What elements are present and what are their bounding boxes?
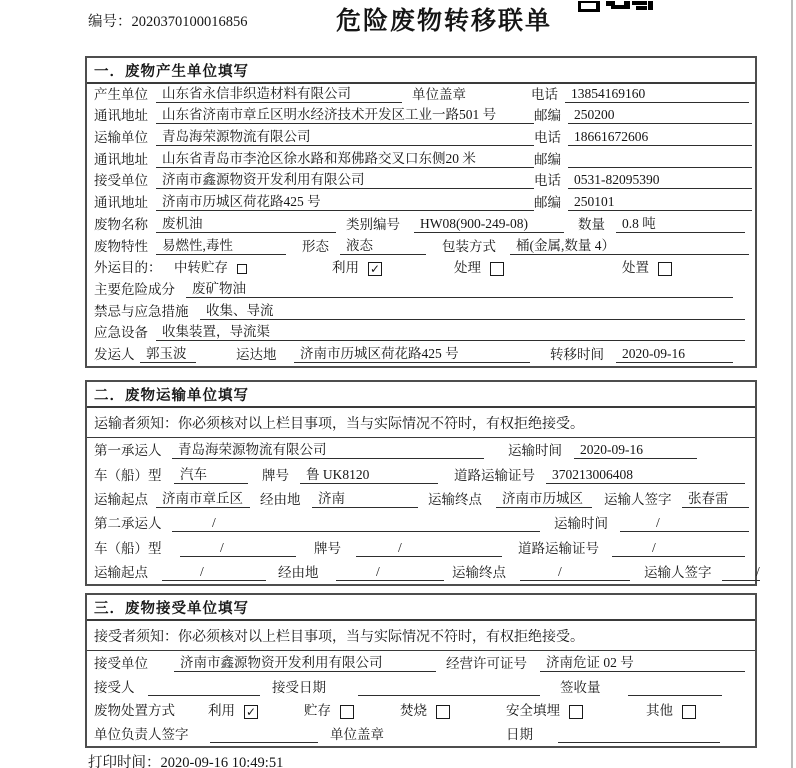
receive-date-label: 接受日期 bbox=[272, 679, 326, 695]
plate-label: 牌号 bbox=[314, 540, 341, 556]
row-produce-unit bbox=[87, 84, 755, 106]
disposal-option-store bbox=[304, 703, 400, 719]
row-route1 bbox=[87, 487, 755, 511]
vehicle-type2-value: / bbox=[180, 540, 296, 557]
row-taboo-measures bbox=[87, 301, 755, 323]
form-label: 形态 bbox=[302, 238, 329, 254]
row-vehicle2 bbox=[87, 535, 755, 559]
receive-unit-label: 接受单位 bbox=[94, 655, 148, 671]
via2-value: / bbox=[336, 564, 444, 581]
checkbox-unchecked-icon bbox=[682, 705, 696, 719]
sign-quantity-label: 签收量 bbox=[560, 679, 601, 695]
disposal-option-label: 焚烧 bbox=[400, 703, 427, 719]
transport-address-value: 山东省青岛市李沧区徐水路和郑佛路交叉口东侧20 米 bbox=[156, 151, 534, 168]
row-head-signature bbox=[87, 722, 755, 746]
carrier1-label: 第一承运人 bbox=[94, 443, 162, 459]
row-receiver-person bbox=[87, 675, 755, 699]
carrier1-value: 青岛海荣源物流有限公司 bbox=[172, 442, 484, 459]
produce-zip-value: 250200 bbox=[568, 107, 752, 124]
row-shipper bbox=[87, 344, 755, 366]
transport-unit-label: 运输单位 bbox=[94, 130, 148, 146]
transport-phone-group bbox=[534, 129, 752, 146]
end-label: 运输终点 bbox=[452, 564, 506, 580]
disposal-option-burn bbox=[400, 703, 506, 719]
transport-time-label: 运输时间 bbox=[508, 443, 562, 459]
produce-phone-group bbox=[531, 86, 749, 103]
category-value: HW08(900-249-08) bbox=[414, 216, 564, 233]
phone-label: 电话 bbox=[534, 173, 561, 189]
receive-unit-value: 济南市鑫源物资开发利用有限公司 bbox=[174, 655, 436, 672]
transport-unit-value: 青岛海荣源物流有限公司 bbox=[156, 129, 534, 146]
receiver-notice: 接受者须知：你必须核对以上栏目事项，当与实际情况不符时，有权拒绝接受。 bbox=[87, 621, 755, 651]
transport-zip-value bbox=[568, 151, 752, 168]
purpose-option-treat bbox=[454, 260, 622, 276]
row-carrier1 bbox=[87, 438, 755, 462]
waste-character-label: 废物特性 bbox=[94, 238, 148, 254]
plate2-value: / bbox=[356, 540, 502, 557]
transport-phone-value: 18661672606 bbox=[568, 129, 752, 146]
purpose-option-storage bbox=[174, 260, 332, 276]
row-waste-character bbox=[87, 236, 755, 258]
end-label: 运输终点 bbox=[428, 491, 482, 507]
disposal-option-label: 贮存 bbox=[304, 703, 331, 719]
transport-time2-value: / bbox=[620, 515, 749, 532]
disposal-option-use bbox=[208, 703, 304, 719]
quantity-label: 数量 bbox=[578, 216, 605, 232]
unit-seal-label: 单位盖章 bbox=[330, 727, 384, 742]
section-receiver bbox=[85, 593, 757, 748]
equipment-label: 应急设备 bbox=[94, 325, 148, 341]
vehicle-type1-value: 汽车 bbox=[174, 467, 248, 484]
road-permit-label: 道路运输证号 bbox=[518, 540, 599, 556]
row-hazard-component bbox=[87, 279, 755, 301]
qr-code-fragment-icon bbox=[578, 0, 654, 16]
phone-label: 电话 bbox=[534, 130, 561, 146]
section-producer-header: 一．废物产生单位填写 bbox=[87, 58, 755, 84]
plate1-value: 鲁 UK8120 bbox=[300, 467, 438, 484]
receive-zip-group bbox=[534, 194, 752, 211]
transporter-notice: 运输者须知：你必须核对以上栏目事项，当与实际情况不符时，有权拒绝接受。 bbox=[87, 408, 755, 438]
waste-name-label: 废物名称 bbox=[94, 216, 148, 232]
disposal-option-label: 其他 bbox=[646, 703, 673, 719]
hazard-label: 主要危险成分 bbox=[94, 281, 175, 297]
receive-phone-group bbox=[534, 172, 752, 189]
via1-value: 济南 bbox=[312, 491, 418, 508]
form-value: 液态 bbox=[340, 238, 426, 255]
transfer-time-value: 2020-09-16 bbox=[616, 346, 733, 363]
section-transporter bbox=[85, 380, 760, 586]
row-emergency-equipment bbox=[87, 323, 755, 345]
section-transporter-header: 二．废物运输单位填写 bbox=[87, 382, 755, 408]
checkbox-unchecked-icon bbox=[569, 705, 583, 719]
row-receive-unit bbox=[87, 171, 755, 193]
row-route2 bbox=[87, 560, 760, 584]
row-receive-address bbox=[87, 192, 755, 214]
plate-label: 牌号 bbox=[262, 467, 289, 483]
purpose-option-label: 处置 bbox=[622, 260, 649, 276]
head-sign-label: 单位负责人签字 bbox=[94, 727, 189, 742]
shipper-value: 郭玉波 bbox=[140, 346, 196, 363]
disposal-option-landfill bbox=[506, 703, 646, 719]
carrier-sign-label: 运输人签字 bbox=[644, 564, 712, 580]
date-label: 日期 bbox=[506, 727, 533, 742]
road-permit-label: 道路运输证号 bbox=[454, 467, 535, 483]
row-produce-address bbox=[87, 106, 755, 128]
receiver-label: 接受人 bbox=[94, 679, 135, 695]
receive-date-value bbox=[358, 679, 540, 696]
row-transport-address bbox=[87, 149, 755, 171]
unit-seal-label: 单位盖章 bbox=[412, 86, 466, 102]
print-time-line bbox=[88, 751, 283, 768]
receive-zip-value: 250101 bbox=[568, 194, 752, 211]
disposal-option-label: 利用 bbox=[208, 703, 235, 719]
transfer-time-label: 转移时间 bbox=[550, 346, 604, 362]
waste-name-value: 废机油 bbox=[156, 216, 336, 233]
receive-address-value: 济南市历城区荷花路425 号 bbox=[156, 194, 534, 211]
produce-unit-value: 山东省永信非织造材料有限公司 bbox=[156, 86, 402, 103]
disposal-option-other bbox=[646, 703, 696, 719]
carrier-sign2-value: / bbox=[722, 564, 760, 581]
origin2-value: / bbox=[162, 564, 266, 581]
zip-label: 邮编 bbox=[534, 195, 561, 211]
hazard-value: 废矿物油 bbox=[186, 281, 733, 298]
section-transporter-rows bbox=[87, 438, 760, 584]
row-disposal-method bbox=[87, 699, 755, 723]
date-value bbox=[558, 726, 720, 743]
origin-label: 运输起点 bbox=[94, 491, 148, 507]
disposal-option-label: 安全填埋 bbox=[506, 703, 560, 719]
taboo-label: 禁忌与应急措施 bbox=[94, 303, 189, 319]
serial-label: 编号： bbox=[88, 14, 132, 30]
equipment-value: 收集装置，导流渠 bbox=[156, 324, 745, 341]
receive-unit-label: 接受单位 bbox=[94, 173, 148, 189]
checkbox-checked-icon: ✓ bbox=[369, 262, 381, 277]
address-label: 通讯地址 bbox=[94, 195, 148, 211]
via-label: 经由地 bbox=[278, 564, 319, 580]
vehicle-type-label: 车（船）型 bbox=[94, 467, 162, 483]
section-producer-rows bbox=[87, 84, 755, 366]
zip-label: 邮编 bbox=[534, 151, 561, 167]
address-label: 通讯地址 bbox=[94, 151, 148, 167]
print-time-label: 打印时间： bbox=[88, 755, 161, 768]
carrier2-value: / bbox=[172, 515, 540, 532]
destination-label: 运达地 bbox=[236, 346, 277, 362]
address-label: 通讯地址 bbox=[94, 108, 148, 124]
checkbox-checked-icon: ✓ bbox=[245, 705, 257, 720]
section-receiver-rows bbox=[87, 651, 755, 746]
produce-address-value: 山东省济南市章丘区明水经济技术开发区工业一路501 号 bbox=[156, 107, 534, 124]
print-time-value: 2020-09-16 10:49:51 bbox=[160, 755, 284, 768]
purpose-option-label: 处理 bbox=[454, 260, 481, 276]
quantity-value: 0.8 吨 bbox=[616, 216, 745, 233]
phone-label: 电话 bbox=[531, 86, 558, 102]
row-transport-unit bbox=[87, 127, 755, 149]
produce-unit-label: 产生单位 bbox=[94, 86, 148, 102]
receiver-value bbox=[148, 679, 260, 696]
pack-value: 桶(金属,数量 4） bbox=[510, 238, 749, 255]
origin1-value: 济南市章丘区 bbox=[156, 491, 250, 508]
carrier2-label: 第二承运人 bbox=[94, 516, 162, 532]
waste-character-value: 易燃性,毒性 bbox=[156, 238, 286, 255]
category-label: 类别编号 bbox=[346, 216, 400, 232]
checkbox-unchecked-icon bbox=[436, 705, 450, 719]
produce-zip-group bbox=[534, 107, 752, 124]
head-sign-value bbox=[210, 726, 318, 743]
disposal-method-label: 废物处置方式 bbox=[94, 703, 175, 719]
business-permit-value: 济南危证 02 号 bbox=[540, 655, 745, 672]
sign-quantity-value bbox=[628, 679, 722, 696]
page-title: 危险废物转移联单 bbox=[335, 7, 552, 35]
purpose-option-label: 中转贮存 bbox=[174, 260, 228, 276]
receive-phone-value: 0531-82095390 bbox=[568, 172, 752, 189]
carrier-sign-label: 运输人签字 bbox=[604, 491, 672, 507]
taboo-value: 收集、导流 bbox=[200, 303, 745, 320]
purpose-option-use bbox=[332, 260, 454, 276]
page-edge-line bbox=[791, 0, 793, 768]
vehicle-type-label: 车（船）型 bbox=[94, 540, 162, 556]
carrier-sign1-value: 张春雷 bbox=[682, 491, 749, 508]
serial-value: 2020370100016856 bbox=[131, 14, 248, 30]
purpose-option-label: 利用 bbox=[332, 260, 359, 276]
row-vehicle1 bbox=[87, 462, 755, 486]
checkbox-unchecked-icon bbox=[237, 264, 247, 274]
checkbox-unchecked-icon bbox=[658, 262, 672, 276]
checkbox-unchecked-icon bbox=[490, 262, 504, 276]
receive-unit-value: 济南市鑫源物资开发利用有限公司 bbox=[156, 172, 534, 189]
purpose-label: 外运目的： bbox=[94, 260, 162, 276]
origin-label: 运输起点 bbox=[94, 564, 148, 580]
via-label: 经由地 bbox=[260, 491, 301, 507]
section-producer bbox=[85, 56, 757, 368]
row-receive-unit bbox=[87, 651, 755, 675]
produce-phone-value: 13854169160 bbox=[565, 86, 749, 103]
pack-label: 包装方式 bbox=[442, 238, 496, 254]
row-waste-name bbox=[87, 214, 755, 236]
purpose-option-dispose bbox=[622, 260, 672, 276]
zip-label: 邮编 bbox=[534, 108, 561, 124]
transport-time-label: 运输时间 bbox=[554, 516, 608, 532]
row-carrier2 bbox=[87, 511, 755, 535]
section-receiver-header: 三．废物接受单位填写 bbox=[87, 595, 755, 621]
road-permit2-value: / bbox=[612, 540, 745, 557]
road-permit1-value: 370213006408 bbox=[546, 467, 745, 484]
transport-time1-value: 2020-09-16 bbox=[574, 442, 697, 459]
row-transfer-purpose bbox=[87, 258, 755, 280]
end2-value: / bbox=[520, 564, 630, 581]
destination-value: 济南市历城区荷花路425 号 bbox=[294, 346, 530, 363]
shipper-label: 发运人 bbox=[94, 346, 135, 362]
business-permit-label: 经营许可证号 bbox=[446, 655, 527, 671]
checkbox-unchecked-icon bbox=[340, 705, 354, 719]
end1-value: 济南市历城区 bbox=[496, 491, 592, 508]
transport-zip-group bbox=[534, 151, 752, 168]
